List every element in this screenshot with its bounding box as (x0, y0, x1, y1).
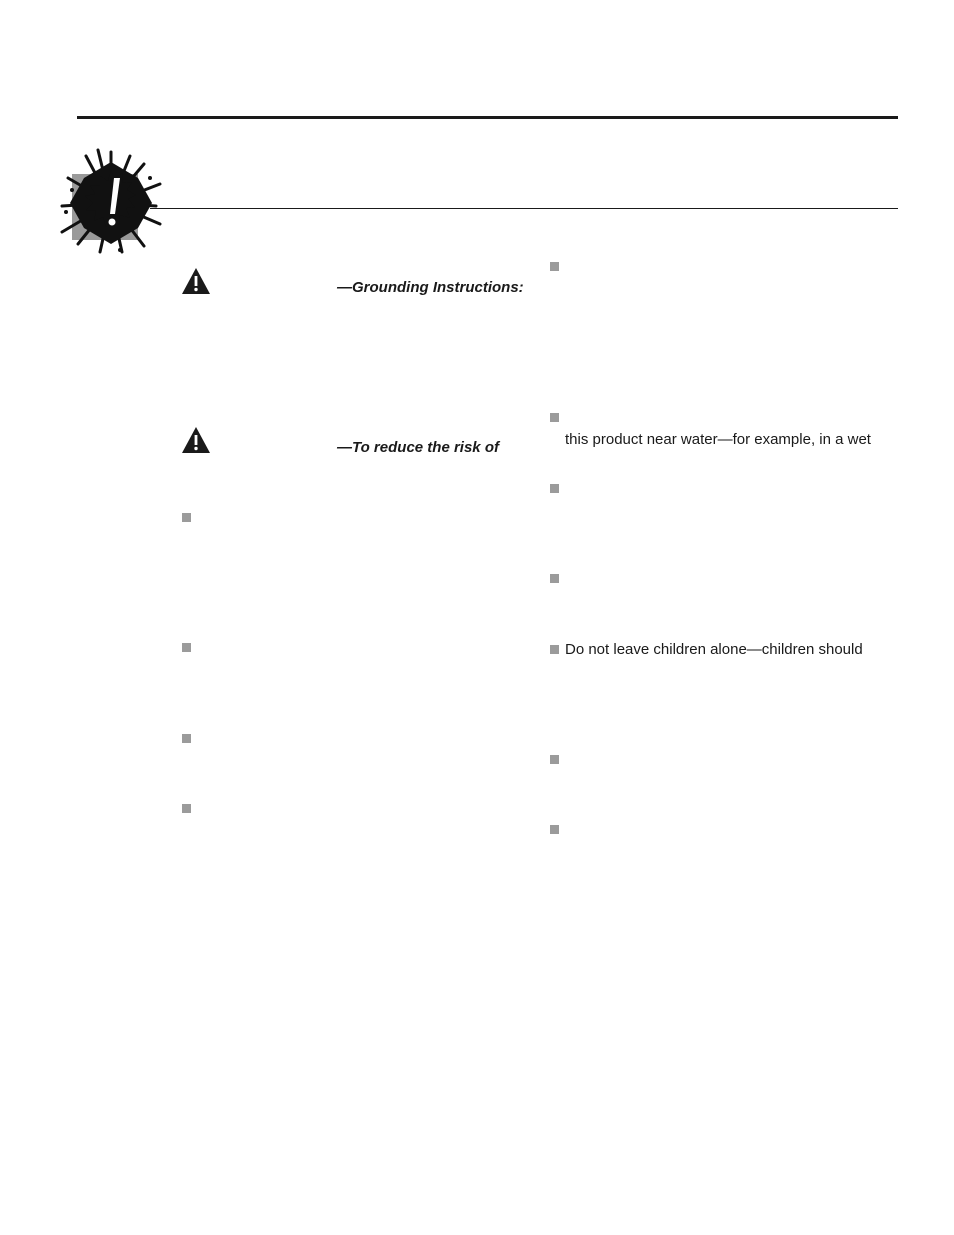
list-bullet (182, 643, 191, 652)
list-bullet (550, 262, 559, 271)
list-bullet (182, 804, 191, 813)
list-bullet (550, 825, 559, 834)
list-bullet (550, 755, 559, 764)
list-bullet (550, 645, 559, 654)
list-bullet (182, 513, 191, 522)
list-bullet (550, 574, 559, 583)
section-rule (150, 208, 898, 209)
top-rule (77, 116, 898, 119)
list-bullet (182, 734, 191, 743)
list-bullet (550, 413, 559, 422)
warning-triangle-icon (181, 426, 211, 454)
safety-exclamation-burst-icon (56, 148, 166, 258)
reduce-risk-label: —To reduce the risk of (337, 439, 499, 456)
children-alone-text: Do not leave children alone—children should (565, 641, 863, 658)
near-water-text: this product near water—for example, in a wet (565, 431, 871, 448)
list-bullet (550, 484, 559, 493)
grounding-instructions-label: —Grounding Instructions: (337, 279, 524, 296)
warning-triangle-icon (181, 267, 211, 295)
